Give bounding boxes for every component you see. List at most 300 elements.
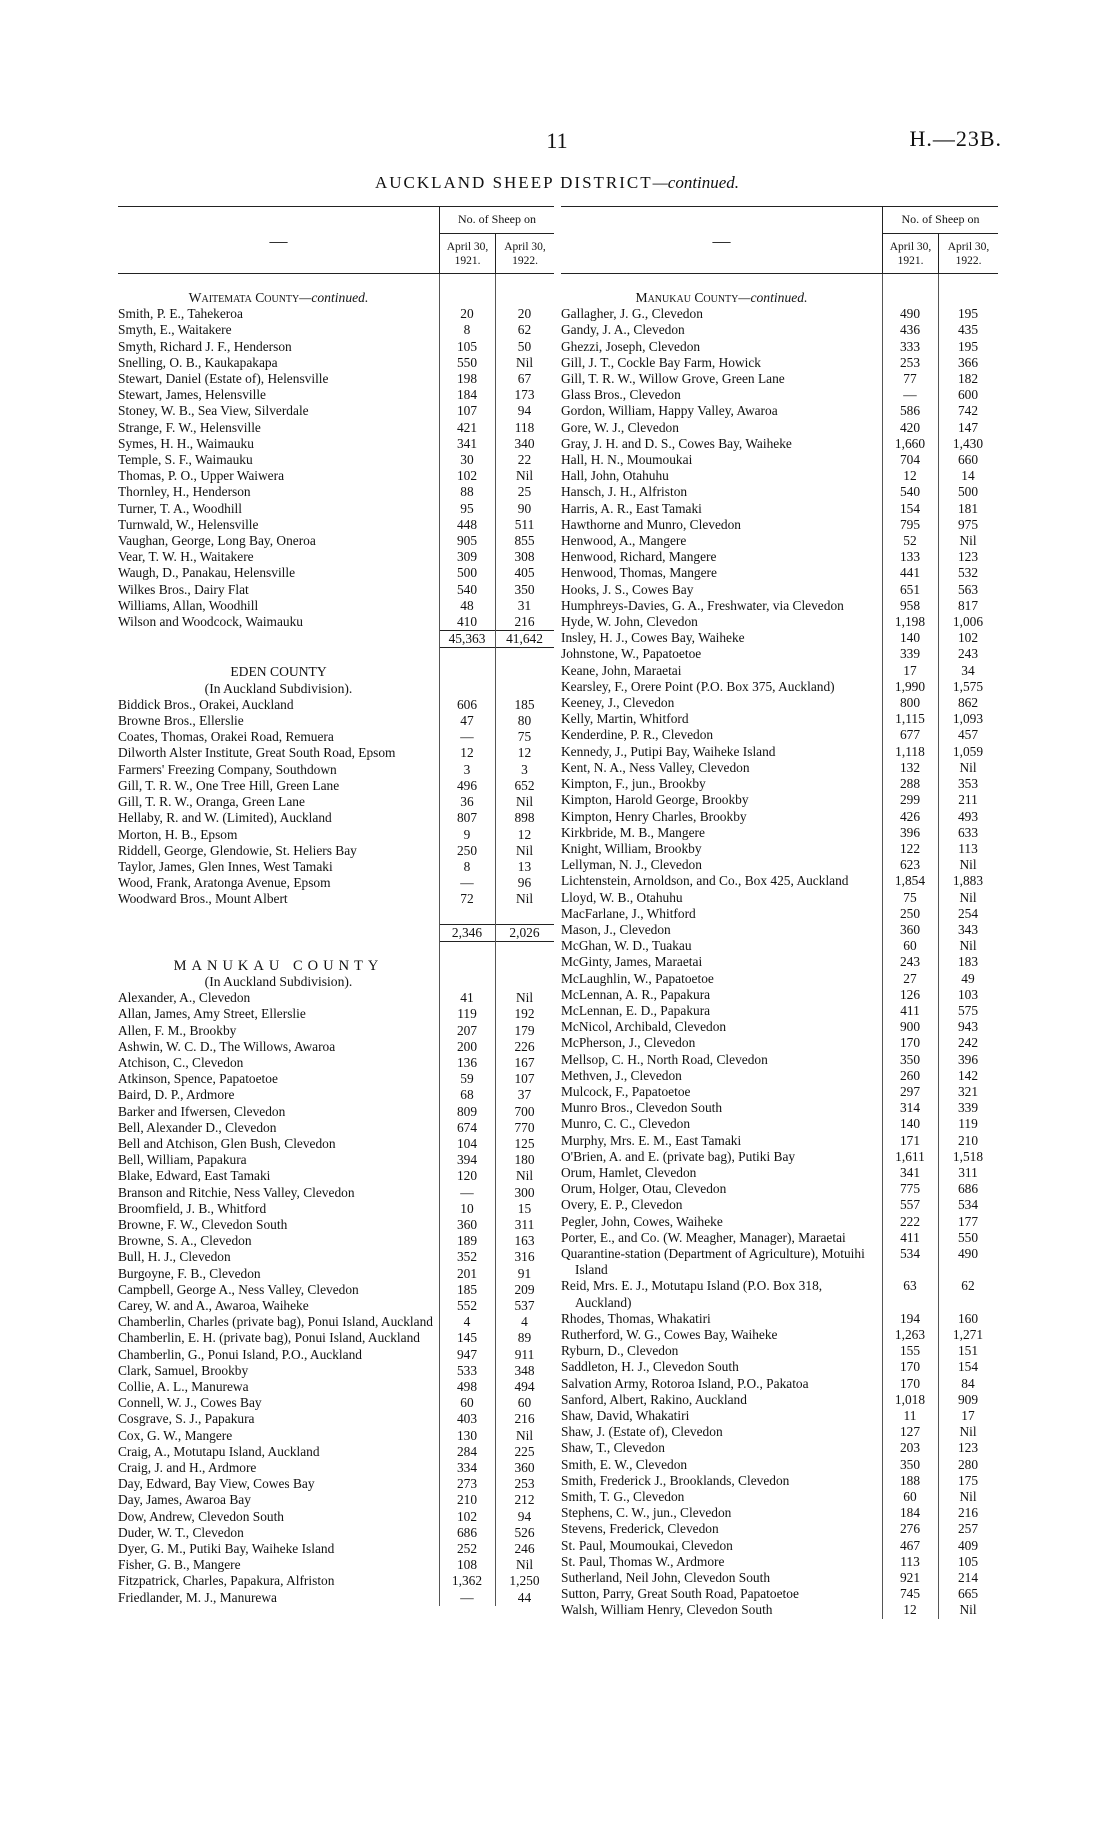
table-row <box>118 1217 554 1233</box>
sheep-1922: 89 <box>517 1330 532 1346</box>
owner-name: Smyth, E., Waitakere <box>118 322 232 338</box>
section-subheading-manukau: (In Auckland Subdivision). <box>204 973 353 989</box>
sheep-1921: 540 <box>899 484 921 500</box>
table-row <box>118 1055 554 1071</box>
sheep-1921: 674 <box>456 1119 478 1135</box>
sheep-1921: 102 <box>456 468 478 484</box>
sheep-1921: 314 <box>899 1100 921 1116</box>
owner-name: Symes, H. H., Waimauku <box>118 435 254 451</box>
sheep-1922: 532 <box>957 565 979 581</box>
sheep-1921: 1,263 <box>894 1327 926 1342</box>
sheep-1921: 77 <box>903 371 917 387</box>
table-row <box>118 1120 554 1136</box>
table-row <box>561 1424 998 1440</box>
table-row <box>561 1586 998 1602</box>
sheep-1922: 37 <box>517 1087 532 1103</box>
owner-name: Sutherland, Neil John, Clevedon South <box>561 1570 771 1586</box>
sheep-1921: 540 <box>456 581 478 597</box>
owner-name: Gandy, J. A., Clevedon <box>561 322 685 338</box>
owner-name: Broomfield, J. B., Whitford <box>118 1200 267 1216</box>
table-row <box>118 729 554 745</box>
owner-name: Wilkes Bros., Dairy Flat <box>118 581 249 597</box>
manukau-rows <box>118 990 554 1606</box>
sheep-1922: 500 <box>957 484 979 500</box>
left-column <box>118 206 554 1606</box>
owner-name: Reid, Mrs. E. J., Motutapu Island (P.O. Box 318, Auckland) <box>561 1278 823 1310</box>
owner-name: Smyth, Richard J. F., Henderson <box>118 338 292 354</box>
sheep-1921: 1,118 <box>895 743 925 759</box>
sheep-1922: 1,250 <box>509 1573 540 1589</box>
owner-name: Kimpton, F., jun., Brookby <box>561 776 706 792</box>
owner-name: Dow, Andrew, Clevedon South <box>118 1508 285 1524</box>
sheep-1921: 60 <box>460 1395 474 1411</box>
sheep-1921: 154 <box>899 500 921 516</box>
sheep-1922: 1,430 <box>952 435 984 451</box>
table-row <box>561 1084 998 1100</box>
owner-name: Ghezzi, Joseph, Clevedon <box>561 338 701 354</box>
sheep-1922: 25 <box>517 484 532 500</box>
owner-name: Burgoyne, F. B., Clevedon <box>118 1265 261 1281</box>
sheep-1922: 102 <box>957 630 979 646</box>
sheep-1922: 163 <box>514 1233 535 1249</box>
manukau-cont-rows <box>561 306 998 1618</box>
owner-name: Turnwald, W., Helensville <box>118 516 259 532</box>
table-row <box>118 1282 554 1298</box>
sheep-1921: 807 <box>456 810 478 826</box>
table-row <box>561 436 998 452</box>
table-row <box>118 387 554 403</box>
sheep-1922: 339 <box>957 1100 979 1116</box>
sheep-1922: 80 <box>517 713 532 729</box>
table-row <box>118 1249 554 1265</box>
table-row <box>118 355 554 371</box>
owner-name: McGhan, W. D., Tuakau <box>561 938 692 954</box>
sheep-1922: 343 <box>957 921 979 937</box>
sheep-1922: 911 <box>514 1346 535 1362</box>
owner-name: Atkinson, Spence, Papatoetoe <box>118 1071 278 1087</box>
sheep-1921: 253 <box>899 354 921 370</box>
owner-name: Lellyman, N. J., Clevedon <box>561 857 702 873</box>
sheep-1922: 216 <box>514 1411 535 1427</box>
sheep-1922: 96 <box>517 875 532 891</box>
sheep-1922: Nil <box>515 468 534 484</box>
sheep-1921: 606 <box>456 696 478 712</box>
table-row <box>561 1197 998 1213</box>
sheep-1921: 11 <box>903 1408 917 1424</box>
sheep-1922: 107 <box>514 1071 535 1087</box>
owner-name: Barker and Ifwersen, Clevedon <box>118 1103 286 1119</box>
table-row <box>118 1201 554 1217</box>
owner-name: Biddick Bros., Orakei, Auckland <box>118 696 294 712</box>
table-row <box>561 841 998 857</box>
owner-name: Smith, P. E., Tahekeroa <box>118 306 243 322</box>
sheep-1922: 173 <box>514 387 535 403</box>
sheep-1922: 20 <box>517 306 532 322</box>
sheep-1922: 253 <box>514 1476 535 1492</box>
sheep-1922: 943 <box>957 1019 979 1035</box>
sheep-1922: 300 <box>514 1184 535 1200</box>
page-title <box>0 173 1114 193</box>
table-row <box>561 1505 998 1521</box>
table-row <box>561 727 998 743</box>
sheep-1922: 308 <box>514 549 535 565</box>
owner-name: Gill, T. R. W., One Tree Hill, Green Lane <box>118 777 340 793</box>
sheep-1922: 490 <box>957 1245 979 1261</box>
table-row <box>118 1541 554 1557</box>
table-row <box>561 371 998 387</box>
table-row <box>561 1440 998 1456</box>
owner-name: Chamberlin, E. H. (private bag), Ponui Island, Auckland <box>118 1330 420 1346</box>
sheep-1921: 155 <box>899 1343 921 1359</box>
owner-name: McLennan, A. R., Papakura <box>561 986 711 1002</box>
owner-name: Hooks, J. S., Cowes Bay <box>561 581 694 597</box>
table-row <box>561 1521 998 1537</box>
table-row <box>561 938 998 954</box>
sheep-1921: 350 <box>899 1456 921 1472</box>
owner-name: Sutton, Parry, Great South Road, Papatoetoe <box>561 1586 799 1602</box>
sheep-1922: 563 <box>957 581 979 597</box>
owner-name: McNicol, Archibald, Clevedon <box>561 1019 727 1035</box>
sheep-1921: 60 <box>903 938 917 954</box>
table-row <box>118 549 554 565</box>
table-row <box>118 1509 554 1525</box>
sheep-1922: 123 <box>957 1440 979 1456</box>
table-row <box>118 778 554 794</box>
owner-name: Porter, E., and Co. (W. Meagher, Manager), Maraetai <box>561 1229 846 1245</box>
owner-name: Bell, William, Papakura <box>118 1152 247 1168</box>
sheep-1922: 62 <box>961 1278 975 1294</box>
sheep-1921: 441 <box>899 565 921 581</box>
owner-name: Campbell, George A., Ness Valley, Clevedon <box>118 1281 359 1297</box>
table-row <box>118 1006 554 1022</box>
sheep-1922: 212 <box>514 1492 535 1508</box>
table-row <box>118 1557 554 1573</box>
owner-name: Temple, S. F., Waimauku <box>118 452 253 468</box>
sheep-1921: 795 <box>899 516 921 532</box>
owner-name: Lichtenstein, Arnoldson, and Co., Box 425, Auckland <box>561 873 849 889</box>
sheep-1922: 185 <box>514 696 535 712</box>
owner-name: Connell, W. J., Cowes Bay <box>118 1395 262 1411</box>
sheep-1921: 9 <box>463 826 471 842</box>
sheep-1921: 133 <box>899 549 921 565</box>
table-row <box>561 1035 998 1051</box>
owner-name: Gill, T. R. W., Willow Grove, Green Lane <box>561 371 785 387</box>
sheep-1921: 113 <box>900 1553 920 1569</box>
sheep-1921: 171 <box>899 1132 921 1148</box>
owner-name: Stephens, C. W., jun., Clevedon <box>561 1505 732 1521</box>
owner-name: Snelling, O. B., Kaukapakapa <box>118 354 278 370</box>
table-row <box>561 792 998 808</box>
sheep-1921: — <box>460 729 474 745</box>
table-row <box>118 859 554 875</box>
table-row <box>561 614 998 630</box>
table-row <box>118 762 554 778</box>
sheep-1921: 107 <box>456 403 478 419</box>
owner-name: MacFarlane, J., Whitford <box>561 905 696 921</box>
sheep-1922: 457 <box>957 727 979 743</box>
sheep-1921: 122 <box>899 840 921 856</box>
sheep-1921: 127 <box>899 1424 921 1440</box>
sheep-1921: 119 <box>457 1006 477 1022</box>
sheep-1922: 770 <box>514 1119 535 1135</box>
right-table-header <box>561 206 998 274</box>
owner-name: Smith, T. G., Clevedon <box>561 1489 685 1505</box>
sheep-1921: 189 <box>456 1233 478 1249</box>
sheep-1922: 118 <box>514 419 535 435</box>
table-row <box>561 484 998 500</box>
sheep-1922: 180 <box>514 1152 535 1168</box>
table-row <box>561 1554 998 1570</box>
table-row <box>118 436 554 452</box>
table-row <box>118 990 554 1006</box>
owner-name: Pegler, John, Cowes, Waiheke <box>561 1213 723 1229</box>
table-row <box>561 971 998 987</box>
sheep-1921: 200 <box>456 1038 478 1054</box>
owner-name: Carey, W. and A., Awaroa, Waiheke <box>118 1297 309 1313</box>
table-row <box>561 1489 998 1505</box>
sheep-1921: 17 <box>903 662 917 678</box>
sheep-1922: 817 <box>957 597 979 613</box>
owner-name: Chamberlin, Charles (private bag), Ponui Island, Auckland <box>118 1314 433 1330</box>
owner-name: Cosgrave, S. J., Papakura <box>118 1411 255 1427</box>
sheep-1922: 898 <box>514 810 535 826</box>
table-row <box>561 890 998 906</box>
sheep-1922: 4 <box>521 1314 528 1330</box>
section-heading-cont: —continued. <box>738 290 808 305</box>
table-row <box>561 1311 998 1327</box>
owner-name: Smith, Frederick J., Brooklands, Clevedon <box>561 1472 790 1488</box>
table-row <box>118 794 554 810</box>
sheep-1922: Nil <box>959 1602 977 1618</box>
table-row <box>561 954 998 970</box>
sheep-1921: 184 <box>456 387 478 403</box>
owner-name: Kimpton, Harold George, Brookby <box>561 792 749 808</box>
table-row <box>118 371 554 387</box>
sheep-1921: 252 <box>456 1541 478 1557</box>
table-row <box>561 322 998 338</box>
sheep-1921: 3 <box>463 761 471 777</box>
sheep-1921: 120 <box>456 1168 478 1184</box>
sheep-1921: 273 <box>456 1476 478 1492</box>
sheep-1921: 403 <box>456 1411 478 1427</box>
sheep-1922: 862 <box>957 695 979 711</box>
table-row <box>561 549 998 565</box>
sheep-1921: 68 <box>460 1087 474 1103</box>
sheep-1922: 686 <box>957 1181 979 1197</box>
header-col-1922: April 30, 1922. <box>938 234 998 273</box>
table-row <box>561 1052 998 1068</box>
table-row <box>118 468 554 484</box>
owner-name: McGinty, James, Maraetai <box>561 954 703 970</box>
owner-name: Kennedy, J., Putipi Bay, Waiheke Island <box>561 743 776 759</box>
right-table-body <box>561 274 998 1619</box>
sheep-1922: 22 <box>517 452 532 468</box>
table-row <box>118 517 554 533</box>
title-text: AUCKLAND SHEEP DISTRICT <box>374 173 653 192</box>
sheep-1921: — <box>460 875 474 891</box>
sheep-1921: 185 <box>456 1281 478 1297</box>
sheep-1922: 526 <box>514 1524 535 1540</box>
owner-name: Browne, S. A., Clevedon <box>118 1233 252 1249</box>
owner-name: Gordon, William, Happy Valley, Awaroa <box>561 403 778 419</box>
sheep-1922: 147 <box>957 419 979 435</box>
sheep-1922: 360 <box>514 1460 535 1476</box>
table-row <box>118 1379 554 1395</box>
sheep-1921: 421 <box>456 419 478 435</box>
section-heading-manukau: MANUKAU COUNTY <box>173 957 384 974</box>
sheep-1921: 27 <box>903 970 917 986</box>
owner-name: Stewart, Daniel (Estate of), Helensville <box>118 371 329 387</box>
sheep-1922: 183 <box>957 954 979 970</box>
sheep-1922: 105 <box>957 1553 979 1569</box>
sheep-1921: 8 <box>463 858 471 874</box>
sheep-1922: 550 <box>957 1229 979 1245</box>
owner-name: Kent, N. A., Ness Valley, Clevedon <box>561 759 750 775</box>
owner-name: Craig, A., Motutapu Island, Auckland <box>118 1443 320 1459</box>
table-row <box>561 582 998 598</box>
sheep-1922: Nil <box>959 1489 977 1505</box>
table-row <box>561 1457 998 1473</box>
owner-name: Hawthorne and Munro, Clevedon <box>561 516 741 532</box>
owner-name: Orum, Hamlet, Clevedon <box>561 1164 697 1180</box>
sheep-1922: 575 <box>957 1002 979 1018</box>
sheep-1921: 900 <box>899 1019 921 1035</box>
table-row <box>561 1408 998 1424</box>
table-row <box>118 1476 554 1492</box>
owner-name: Blake, Edward, East Tamaki <box>118 1168 271 1184</box>
table-row <box>118 1233 554 1249</box>
owner-name: Mason, J., Clevedon <box>561 921 671 937</box>
table-row <box>118 1590 554 1606</box>
sheep-1921: 396 <box>899 824 921 840</box>
owner-name: Munro, C. C., Clevedon <box>561 1116 691 1132</box>
owner-name: Bell and Atchison, Glen Bush, Clevedon <box>118 1135 336 1151</box>
sheep-1921: 30 <box>460 452 474 468</box>
table-row <box>561 1214 998 1230</box>
sheep-1921: 288 <box>899 776 921 792</box>
sheep-1922: Nil <box>515 794 534 810</box>
sheep-1922: Nil <box>959 1424 977 1440</box>
sheep-1921: 1,990 <box>894 678 926 694</box>
table-row <box>118 1298 554 1314</box>
sheep-1922: Nil <box>959 938 977 954</box>
sheep-1922: 17 <box>961 1408 975 1424</box>
sheep-1922: 340 <box>514 435 535 451</box>
right-column <box>561 206 998 1619</box>
owner-name: Hellaby, R. and W. (Limited), Auckland <box>118 810 332 826</box>
sheep-1921: — <box>903 387 917 403</box>
left-table-header <box>118 206 554 274</box>
sheep-1921: — <box>460 1184 474 1200</box>
table-row <box>118 403 554 419</box>
sheep-1922: 44 <box>517 1589 532 1605</box>
sheep-1922: 216 <box>957 1505 979 1521</box>
owner-name: Clark, Samuel, Brookby <box>118 1362 249 1378</box>
section-heading-manukau-cont <box>561 290 882 306</box>
table-row <box>118 1185 554 1201</box>
table-row <box>561 1359 998 1375</box>
sheep-1921: 394 <box>456 1152 478 1168</box>
sheep-1921: 921 <box>899 1570 921 1586</box>
owner-name: Keane, John, Maraetai <box>561 662 682 678</box>
sheep-1922: 84 <box>961 1375 975 1391</box>
owner-name: Ryburn, D., Clevedon <box>561 1343 679 1359</box>
sheep-1921: 170 <box>899 1375 921 1391</box>
table-row <box>561 1149 998 1165</box>
owner-name: Taylor, James, Glen Innes, West Tamaki <box>118 858 333 874</box>
table-row <box>561 1376 998 1392</box>
sheep-1922: 211 <box>958 792 978 808</box>
table-row <box>118 322 554 338</box>
sheep-1922: 975 <box>957 516 979 532</box>
owner-name: Shaw, J. (Estate of), Clevedon <box>561 1424 723 1440</box>
table-row <box>118 1363 554 1379</box>
table-row <box>561 1570 998 1586</box>
owner-name: Hall, H. N., Moumoukai <box>561 452 693 468</box>
table-row <box>561 1003 998 1019</box>
sheep-1922: 409 <box>957 1537 979 1553</box>
sheep-1921: 775 <box>899 1181 921 1197</box>
eden-rows <box>118 697 554 908</box>
header-sheep-on: No. of Sheep on <box>439 207 554 234</box>
waitemata-rows <box>118 306 554 630</box>
sheep-1922: 154 <box>957 1359 979 1375</box>
sheep-1921: 1,362 <box>451 1573 483 1589</box>
sheep-1922: Nil <box>959 857 977 873</box>
owner-name: Kirkbride, M. B., Mangere <box>561 824 705 840</box>
table-row <box>561 679 998 695</box>
sheep-1921: 339 <box>899 646 921 662</box>
sheep-1922: 633 <box>957 824 979 840</box>
owner-name: Morton, H. B., Epsom <box>118 826 238 842</box>
sheep-1922: 1,093 <box>952 711 984 727</box>
table-row <box>561 533 998 549</box>
table-row <box>561 501 998 517</box>
owner-name: Collie, A. L., Manurewa <box>118 1379 249 1394</box>
table-row <box>561 306 998 322</box>
owner-name: Wood, Frank, Aratonga Avenue, Epsom <box>118 875 331 891</box>
sheep-1921: 1,018 <box>894 1391 926 1407</box>
sheep-1921: 184 <box>899 1505 921 1521</box>
table-row <box>561 1133 998 1149</box>
sheep-1922: 435 <box>957 322 979 338</box>
sheep-1921: 4 <box>463 1314 471 1330</box>
owner-name: Kelly, Martin, Whitford <box>561 711 689 727</box>
owner-name: Kearsley, F., Orere Point (P.O. Box 375, Auckland) <box>561 678 835 694</box>
sheep-1921: 63 <box>903 1278 917 1294</box>
owner-name: Duder, W. T., Clevedon <box>118 1524 244 1540</box>
owner-name: Chamberlin, G., Ponui Island, P.O., Auckland <box>118 1346 362 1362</box>
table-row <box>561 1602 998 1618</box>
section-heading-text: Waitemata County <box>188 290 300 305</box>
table-row <box>118 614 554 630</box>
table-row <box>118 1314 554 1330</box>
owner-name: Farmers' Freezing Company, Southdown <box>118 761 337 777</box>
sheep-1921: 12 <box>460 745 474 761</box>
owner-name: Mellsop, C. H., North Road, Clevedon <box>561 1051 768 1067</box>
sheep-1922: 62 <box>517 322 532 338</box>
table-row <box>561 1278 998 1310</box>
sheep-1921: 1,854 <box>894 873 926 889</box>
table-row <box>561 1230 998 1246</box>
sheep-1921: 104 <box>456 1135 478 1151</box>
sheep-1922: 210 <box>957 1132 979 1148</box>
sheep-1921: 105 <box>456 338 478 354</box>
sheep-1922: 3 <box>521 761 528 777</box>
sheep-1922: 348 <box>514 1362 535 1378</box>
sheep-1921: 334 <box>456 1460 478 1476</box>
owner-name: Allan, James, Amy Street, Ellerslie <box>118 1006 306 1022</box>
